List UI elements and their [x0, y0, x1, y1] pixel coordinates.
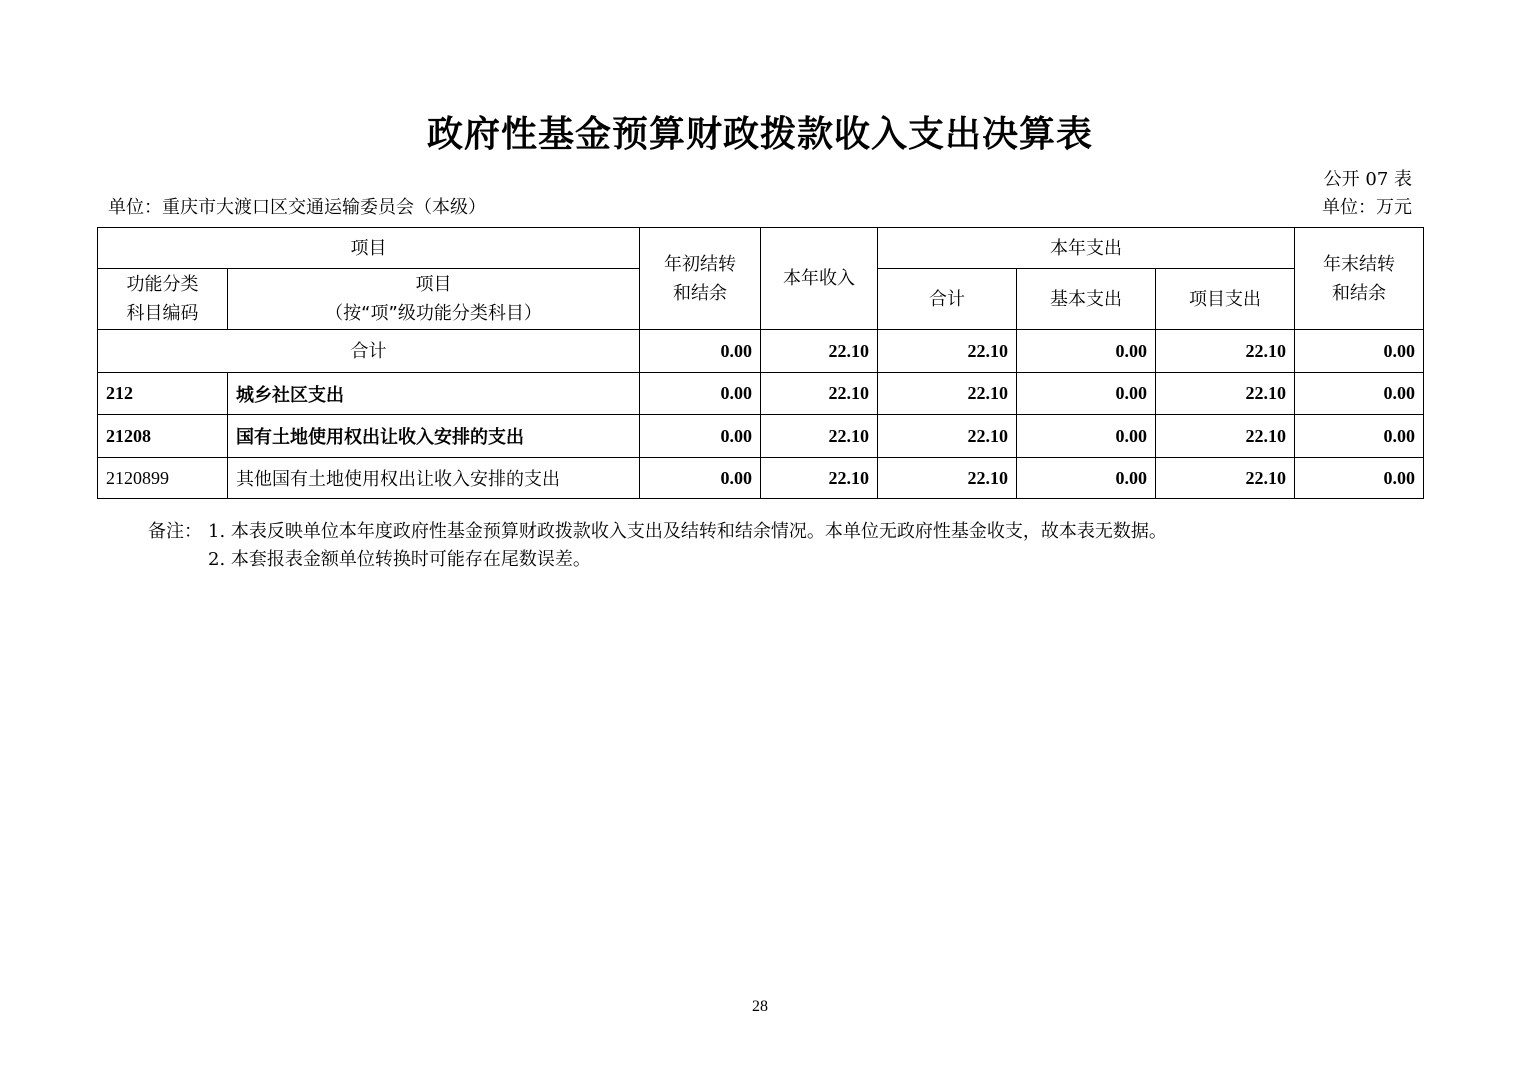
row-begin: 0.00 [640, 415, 761, 458]
table-row [98, 373, 1424, 415]
header-end-balance [1295, 228, 1424, 330]
total-exp-project: 22.10 [1156, 330, 1295, 373]
row-code: 21208 [98, 415, 228, 458]
row-code: 2120899 [98, 458, 228, 499]
total-exp-basic: 0.00 [1017, 330, 1156, 373]
header-name-line2: （按“项”级功能分类科目） [325, 303, 542, 324]
page-number: 28 [752, 998, 768, 1015]
row-exp-basic: 0.00 [1017, 373, 1156, 415]
header-item-group: 项目 [98, 228, 640, 269]
note-line-1 [148, 518, 1167, 546]
row-income: 22.10 [761, 373, 878, 415]
row-begin: 0.00 [640, 458, 761, 499]
header-expense-basic: 基本支出 [1017, 269, 1156, 330]
row-end: 0.00 [1295, 458, 1424, 499]
row-name: 城乡社区支出 [228, 373, 640, 415]
row-exp-total: 22.10 [878, 415, 1017, 458]
header-income: 本年收入 [761, 228, 878, 330]
note-text-1: 1. 本表反映单位本年度政府性基金预算财政拨款收入支出及结转和结余情况。本单位无政府性基金收支，故本表无数据。 [208, 521, 1167, 542]
row-income: 22.10 [761, 415, 878, 458]
row-income: 22.10 [761, 458, 878, 499]
budget-table [97, 227, 1424, 499]
total-end: 0.00 [1295, 330, 1424, 373]
header-name-line1: 项目 [415, 274, 452, 295]
header-begin-balance-line2: 和结余 [673, 282, 727, 304]
row-exp-project: 22.10 [1156, 373, 1295, 415]
row-end: 0.00 [1295, 415, 1424, 458]
header-expense-total: 合计 [878, 269, 1017, 330]
note-indent [148, 546, 208, 574]
row-name: 其他国有土地使用权出让收入安排的支出 [228, 458, 640, 499]
page-title: 政府性基金预算财政拨款收入支出决算表 [426, 114, 1093, 155]
row-exp-basic: 0.00 [1017, 458, 1156, 499]
header-end-balance-line2: 和结余 [1332, 282, 1387, 304]
notes [148, 518, 1167, 574]
header-code-line2: 科目编码 [126, 303, 199, 324]
total-begin: 0.00 [640, 330, 761, 373]
header-expense-project: 项目支出 [1156, 269, 1295, 330]
row-exp-project: 22.10 [1156, 415, 1295, 458]
total-label: 合计 [98, 330, 640, 373]
header-begin-balance-line1: 年初结转 [664, 253, 736, 275]
table-row [98, 415, 1424, 458]
header-code [98, 269, 228, 330]
row-code: 212 [98, 373, 228, 415]
header-begin-balance [640, 228, 761, 330]
row-exp-project: 22.10 [1156, 458, 1295, 499]
notes-label: 备注： [148, 521, 202, 542]
total-income: 22.10 [761, 330, 878, 373]
header-name [228, 269, 640, 330]
reporting-unit: 单位：重庆市大渡口区交通运输委员会（本级） [108, 197, 486, 218]
table-row [98, 458, 1424, 499]
total-row [98, 330, 1424, 373]
row-name: 国有土地使用权出让收入安排的支出 [228, 415, 640, 458]
note-line-2 [148, 546, 1167, 574]
header-row-1 [98, 228, 1424, 269]
header-code-line1: 功能分类 [126, 274, 199, 295]
row-exp-total: 22.10 [878, 373, 1017, 415]
header-expense-group: 本年支出 [878, 228, 1295, 269]
total-exp-total: 22.10 [878, 330, 1017, 373]
row-exp-total: 22.10 [878, 458, 1017, 499]
table-number: 公开 07 表 [1323, 169, 1412, 190]
header-end-balance-line1: 年末结转 [1323, 253, 1396, 275]
note-text-2: 2. 本套报表金额单位转换时可能存在尾数误差。 [208, 549, 591, 570]
row-end: 0.00 [1295, 373, 1424, 415]
amount-unit: 单位：万元 [1322, 197, 1412, 218]
row-exp-basic: 0.00 [1017, 415, 1156, 458]
row-begin: 0.00 [640, 373, 761, 415]
